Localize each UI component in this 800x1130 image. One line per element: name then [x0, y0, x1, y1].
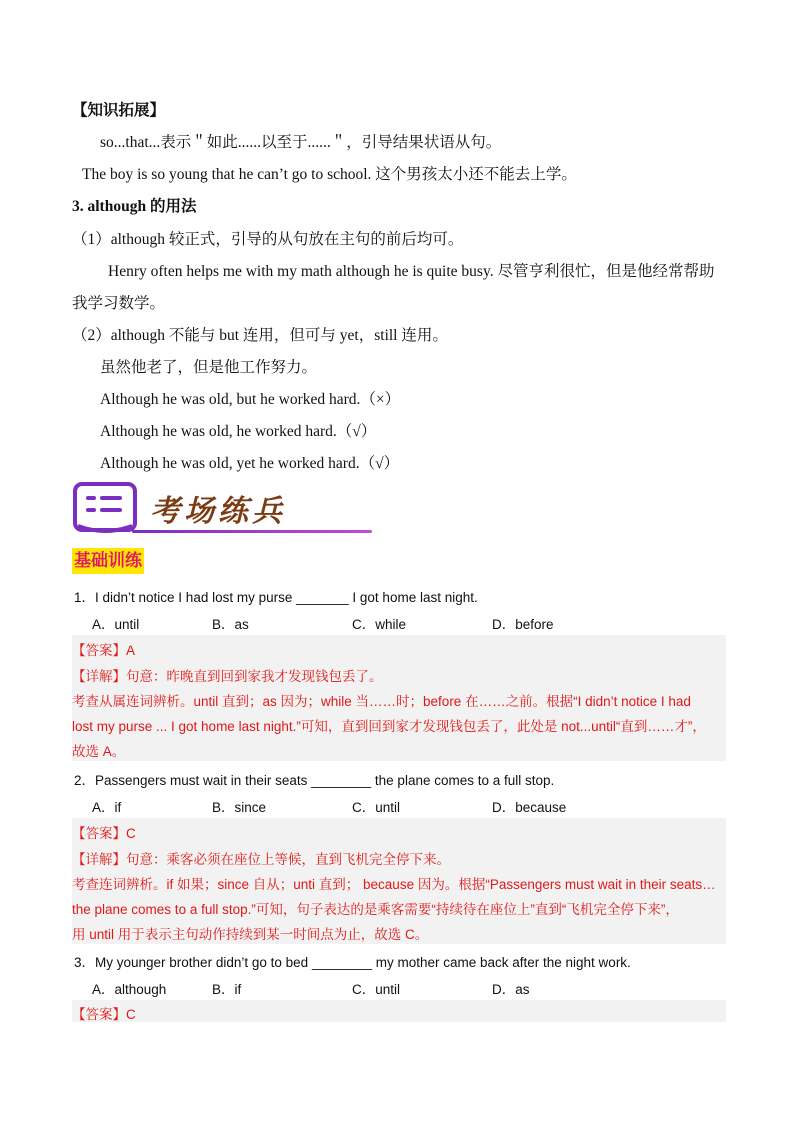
question-2-answer-box	[72, 818, 726, 944]
banner-title: 考场练兵	[150, 494, 286, 529]
question-1-detail-2: 考查从属连词辨析。until 直到；as 因为；while 当……时；before 在……之前。根据“I didn’t notice I had	[72, 694, 691, 709]
although-title: 3. although 的用法	[72, 198, 197, 215]
question-2-option-c: C．until	[352, 800, 401, 815]
question-2-detail-3: the plane comes to a full stop.”可知，句子表达的是乘客需要“持续待在座位上”直到“飞机完全停下来”，	[72, 902, 679, 917]
question-2-option-b: B．since	[212, 800, 267, 815]
question-1-option-c: C．while	[352, 617, 407, 632]
question-3-option-b: B．if	[212, 982, 242, 997]
book-icon	[72, 480, 138, 536]
question-3-answer-box	[72, 1000, 726, 1022]
question-2-detail-2: 考查连词辨析。if 如果；since 自从；unti 直到； because 因为。根据“Passengers must wait in their seats…	[72, 877, 716, 892]
question-1-option-d: D．before	[492, 617, 554, 632]
question-2-option-a: A．if	[92, 800, 122, 815]
question-1-answer: 【答案】A	[72, 643, 136, 658]
question-1-option-b: B．as	[212, 617, 249, 632]
although-example-right-1: Although he was old, he worked hard.（√）	[100, 423, 377, 440]
practice-banner	[72, 480, 312, 540]
question-1-answer-box	[72, 635, 726, 761]
knowledge-title: 【知识拓展】	[72, 102, 166, 119]
question-2-detail-1: 【详解】句意：乘客必须在座位上等候，直到飞机完全停下来。	[72, 852, 450, 867]
question-3-answer: 【答案】C	[72, 1007, 136, 1022]
although-example-1b: 我学习数学。	[72, 295, 166, 312]
question-1-option-a: A．until	[92, 617, 140, 632]
knowledge-line-1: so...that...表示＂如此......以至于......＂，引导结果状语从句。	[100, 134, 502, 151]
question-3-option-d: D．as	[492, 982, 530, 997]
question-1-stem: 1．I didn’t notice I had lost my purse _______ I got home last night.	[74, 590, 478, 605]
question-2-option-d: D．because	[492, 800, 567, 815]
question-3-stem: 3．My younger brother didn’t go to bed ________ my mother came back after the night work.	[74, 955, 631, 970]
question-2-detail-4: 用 until 用于表示主句动作持续到某一时间点为止，故选 C。	[72, 927, 429, 942]
although-point-2: （2）although 不能与 but 连用，但可与 yet，still 连用。	[72, 327, 448, 344]
although-example-right-2: Although he was old, yet he worked hard.（√）	[100, 455, 400, 472]
question-3-option-a: A．although	[92, 982, 167, 997]
although-example-wrong: Although he was old, but he worked hard.（×）	[100, 391, 401, 408]
question-1-detail-1: 【详解】句意：昨晚直到回到家我才发现钱包丢了。	[72, 669, 383, 684]
section-title: 基础训练	[72, 548, 144, 574]
knowledge-line-2: The boy is so young that he can’t go to school. 这个男孩太小还不能去上学。	[82, 166, 577, 183]
although-example-1a: Henry often helps me with my math although he is quite busy. 尽管亨利很忙，但是他经常帮助	[108, 263, 715, 280]
although-point-1: （1）although 较正式，引导的从句放在主句的前后均可。	[72, 231, 464, 248]
question-3-option-c: C．until	[352, 982, 401, 997]
although-cn-sentence: 虽然他老了，但是他工作努力。	[100, 359, 318, 376]
question-1-detail-3: lost my purse ... I got home last night.”可知，直到回到家才发现钱包丢了，此处是 not...until“直到……才”，	[72, 719, 706, 734]
question-1-detail-4: 故选 A。	[72, 744, 126, 759]
question-2-stem: 2．Passengers must wait in their seats ________ the plane comes to a full stop.	[74, 773, 555, 788]
banner-underline	[132, 530, 372, 533]
question-2-answer: 【答案】C	[72, 826, 136, 841]
